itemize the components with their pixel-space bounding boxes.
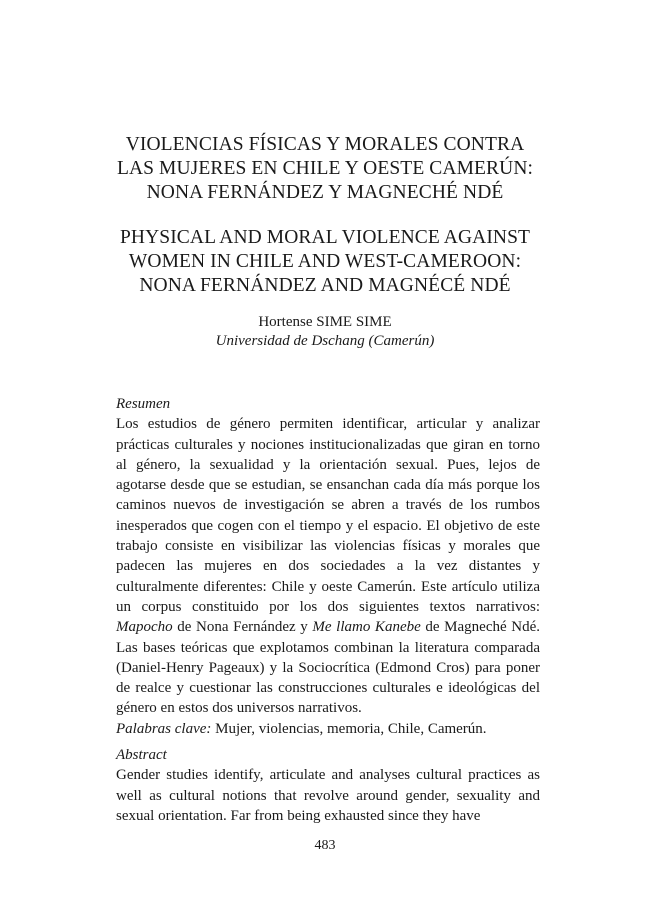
resumen-body <box>116 414 540 718</box>
title-spanish: VIOLENCIAS FÍSICAS Y MORALES CONTRA LAS MUJERES EN CHILE Y OESTE CAMERÚN: NONA FERNÁNDEZ Y MAGNECHÉ NDÉ <box>116 134 534 203</box>
resumen-keywords <box>116 719 540 739</box>
keywords-label: Palabras clave: <box>116 720 212 737</box>
abstract-section <box>116 745 540 826</box>
page-number: 483 <box>314 838 336 853</box>
author-affiliation: Universidad de Dschang (Camerún) <box>215 333 435 349</box>
keywords-list: Mujer, violencias, memoria, Chile, Camerún. <box>211 720 487 737</box>
resumen-text-2: de Nona Fernández y <box>172 619 313 636</box>
resumen-text-1: Los estudios de género permiten identificar, articular y analizar prácticas culturales y nociones institucionalizadas que giran en torno al género, la sexualidad y la orientación sexual. Pues, lejos de agotarse desde que se estudian, se ensanchan cada día más porque los caminos nuevos de investigación se abren a través de los rumbos inesperados que cogen con el tiempo y el espacio. El objetivo de este trabajo consiste en visibilizar las violencias físicas y morales que padecen las mujeres en dos sociedades a la vez distantes y culturalmente diferentes: Chile y oeste Camerún. Este artículo utiliza un corpus constituido por los dos siguientes textos narrativos: <box>116 416 540 615</box>
title-english: PHYSICAL AND MORAL VIOLENCE AGAINST WOMEN IN CHILE AND WEST-CAMEROON: NONA FERNÁNDEZ AND MAGNÉCÉ NDÉ <box>119 227 531 296</box>
work-title-me-llamo-kanebe: Me llamo Kanebe <box>312 619 421 636</box>
resumen-text-3: de Magneché Ndé. Las bases teóricas que explotamos combinan la literatura comparada (Daniel-Henry Pageaux) y la Sociocrítica (Edmond Cros) para poner de realce y cuestionar las construcciones culturales e ideológicas del género en estos dos universos narrativos. <box>116 619 540 717</box>
resumen-heading: Resumen <box>116 396 171 412</box>
author-name: Hortense SIME SIME <box>258 314 392 330</box>
abstract-heading: Abstract <box>116 747 167 763</box>
work-title-mapocho: Mapocho <box>116 619 173 636</box>
abstract-body: Gender studies identify, articulate and analyses cultural practices as well as cultural notions that revolve around gender, sexuality and sexual orientation. Far from being exhausted since they have <box>116 767 540 824</box>
resumen-section <box>116 394 540 739</box>
